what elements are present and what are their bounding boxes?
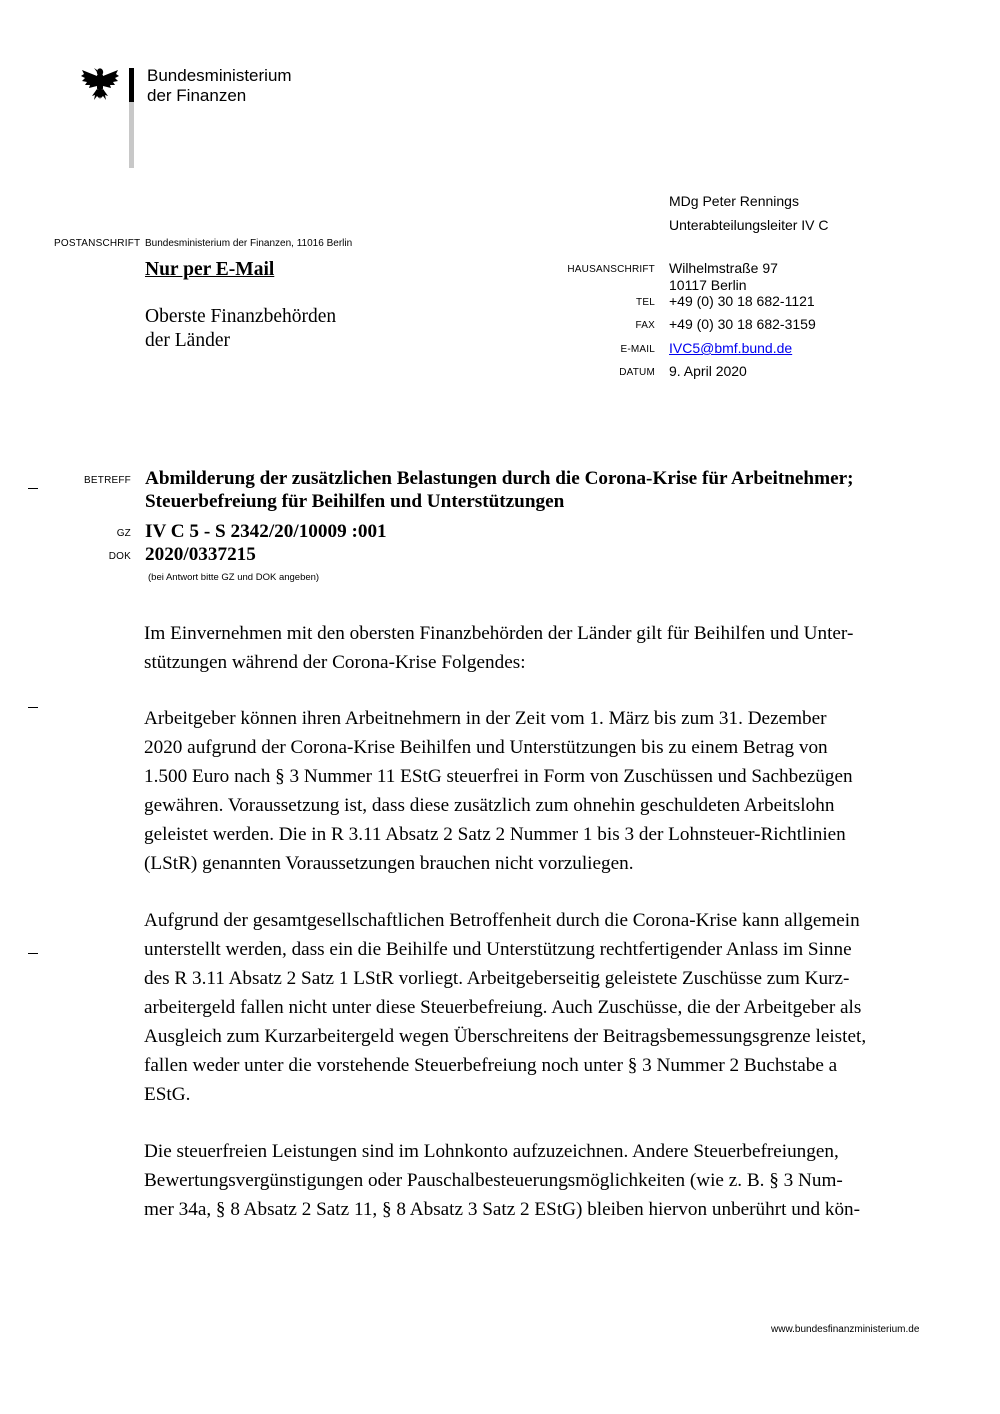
ministry-name-line2: der Finanzen [147, 86, 247, 105]
betreff-line1: Abmilderung der zusätzlichen Belastungen durch die Corona-Krise für Arbeitnehmer; [145, 468, 854, 489]
postanschrift-label: POSTANSCHRIFT [54, 238, 141, 249]
letterhead-bar-gray [129, 102, 134, 168]
fold-mark [28, 707, 38, 708]
datum-value: 9. April 2020 [669, 363, 747, 379]
datum-label: DATUM [619, 367, 655, 378]
sender-name: MDg Peter Rennings [669, 193, 799, 209]
tel-label: TEL [636, 297, 655, 308]
fold-mark [28, 953, 38, 954]
text-line: geleistet werden. Die in R 3.11 Absatz 2 Satz 2 Nummer 1 bis 3 der Lohnsteuer-Richtlinien [144, 824, 846, 845]
paragraph-2 [144, 704, 904, 878]
ministry-logo [80, 64, 120, 104]
text-line: arbeitergeld fallen nicht unter diese Steuerbefreiung. Auch Zuschüsse, die der Arbeitgeber als [144, 997, 862, 1018]
fax-label: FAX [635, 320, 655, 331]
paragraph-1 [144, 619, 904, 677]
text-line: gewähren. Voraussetzung ist, dass diese zusätzlich zum ohnehin geschuldeten Arbeitslohn [144, 795, 835, 816]
ministry-name [147, 66, 292, 106]
text-line: mer 34a, § 8 Absatz 2 Satz 11, § 8 Absatz 3 Satz 2 EStG) bleiben hiervon unberührt und kön- [144, 1199, 861, 1220]
sender-title: Unterabteilungsleiter IV C [669, 217, 829, 233]
text-line: Aufgrund der gesamtgesellschaftlichen Betroffenheit durch die Corona-Krise kann allgemein [144, 910, 860, 931]
text-line: 1.500 Euro nach § 3 Nummer 11 EStG steuerfrei in Form von Zuschüssen und Sachbezügen [144, 766, 853, 787]
text-line: fallen weder unter die vorstehende Steuerbefreiung noch unter § 3 Nummer 2 Buchstabe a [144, 1055, 838, 1076]
text-line: Die steuerfreien Leistungen sind im Lohnkonto aufzuzeichnen. Andere Steuerbefreiungen, [144, 1141, 839, 1162]
text-line: Arbeitgeber können ihren Arbeitnehmern in der Zeit vom 1. März bis zum 31. Dezember [144, 708, 827, 729]
betreff-line2: Steuerbefreiung für Beihilfen und Unterstützungen [145, 491, 565, 512]
gz-label: GZ [116, 528, 131, 539]
ministry-name-line1: Bundesministerium [147, 66, 292, 85]
text-line: (LStR) genannten Voraussetzungen brauchen nicht vorzuliegen. [144, 853, 634, 874]
dok-value: 2020/0337215 [145, 544, 256, 565]
reference-note: (bei Antwort bitte GZ und DOK angeben) [148, 572, 320, 583]
hausanschrift-label: HAUSANSCHRIFT [567, 264, 655, 275]
fold-mark [28, 488, 38, 489]
hausanschrift-street: Wilhelmstraße 97 [669, 260, 778, 276]
text-line: Im Einvernehmen mit den obersten Finanzbehörden der Länder gilt für Beihilfen und Unter- [144, 623, 854, 644]
text-line: Ausgleich zum Kurzarbeitergeld wegen Überschreitens der Beitragsbemessungsgrenze leistet, [144, 1026, 867, 1047]
dok-label: DOK [108, 551, 131, 562]
footer-website: www.bundesfinanzministerium.de [771, 1324, 920, 1335]
text-line: des R 3.11 Absatz 2 Satz 1 LStR vorliegt. Arbeitgeberseitig geleistete Zuschüsse zum Kurz- [144, 968, 850, 989]
federal-eagle-icon [80, 64, 120, 104]
text-line: unterstellt werden, dass ein die Beihilfe und Unterstützung rechtfertigender Anlass im Sinne [144, 939, 852, 960]
text-line: stützungen während der Corona-Krise Folgendes: [144, 652, 526, 673]
paragraph-4 [144, 1137, 904, 1224]
text-line: 2020 aufgrund der Corona-Krise Beihilfen und Unterstützungen bis zu einem Betrag von [144, 737, 828, 758]
betreff-label: BETREFF [84, 475, 131, 486]
fax-value: +49 (0) 30 18 682-3159 [669, 316, 816, 332]
email-label: E-MAIL [620, 344, 655, 355]
delivery-note: Nur per E-Mail [145, 259, 275, 280]
recipient-line2: der Länder [145, 330, 230, 351]
tel-value: +49 (0) 30 18 682-1121 [669, 293, 815, 309]
letterhead-bar [129, 68, 134, 102]
recipient-line1: Oberste Finanzbehörden [145, 306, 337, 327]
hausanschrift-city: 10117 Berlin [669, 277, 747, 293]
email-link[interactable]: IVC5@bmf.bund.de [669, 340, 793, 356]
postanschrift-value: Bundesministerium der Finanzen, 11016 Berlin [145, 238, 353, 249]
text-line: Bewertungsvergünstigungen oder Pauschalbesteuerungsmöglichkeiten (wie z. B. § 3 Num- [144, 1170, 843, 1191]
paragraph-3 [144, 906, 904, 1109]
text-line: EStG. [144, 1084, 191, 1105]
gz-value: IV C 5 - S 2342/20/10009 :001 [145, 521, 387, 542]
